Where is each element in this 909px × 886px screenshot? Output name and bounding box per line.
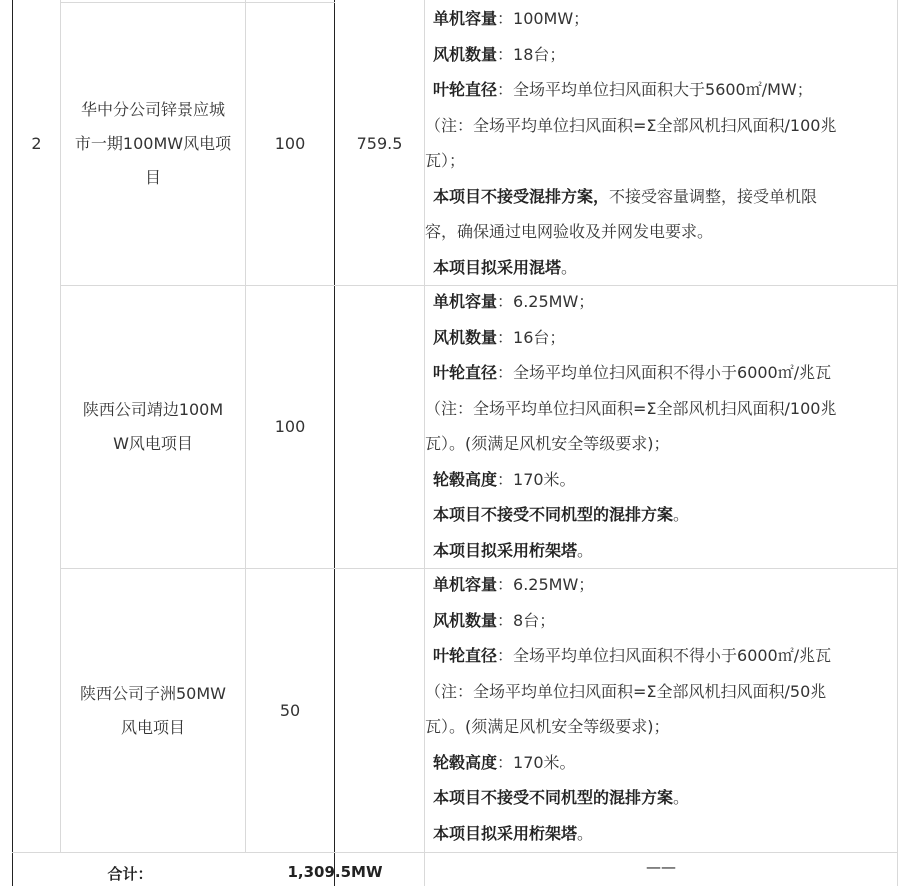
requirement-line — [425, 356, 897, 390]
total-label: 合计： — [107, 865, 153, 883]
requirement-text: 。 — [673, 788, 690, 807]
requirements-cell — [425, 566, 897, 852]
project-name-line: 风电项目 — [120, 717, 185, 737]
total-note: —— — [646, 858, 676, 876]
requirement-key: 本项目不接受不同机型的混排方案 — [433, 788, 674, 807]
requirement-key: 叶轮直径 — [433, 363, 498, 382]
requirement-key: 轮毂高度 — [433, 752, 498, 772]
requirement-key: 风机数量 — [433, 327, 498, 347]
requirement-key: 本项目拟采用混塔 — [433, 257, 562, 277]
requirement-line — [425, 675, 897, 709]
project-name-line: 华中分公司锌景应城 — [80, 100, 225, 119]
requirement-key: 本项目不接受不同机型的混排方案 — [433, 505, 674, 524]
requirement-text: ：170米。 — [497, 752, 576, 772]
project-name-line: 陕西公司靖边100M — [82, 400, 224, 419]
requirement-text: ：8台； — [497, 610, 556, 630]
project-name-line: 市一期100MW风电项 — [74, 134, 232, 153]
requirement-line — [425, 109, 897, 143]
requirement-line — [425, 781, 897, 815]
requirement-text: ：全场平均单位扫风面积不得小于6000㎡/兆瓦 — [497, 363, 832, 382]
project-capacity: 100 — [274, 134, 306, 153]
project-name-line: W风电项目 — [113, 434, 193, 453]
requirement-text: ：6.25MW； — [497, 575, 595, 594]
requirement-key: 风机数量 — [433, 44, 498, 64]
requirement-line — [425, 568, 897, 602]
requirement-text: ：6.25MW； — [497, 292, 595, 311]
requirement-line — [425, 251, 897, 285]
project-capacity: 50 — [279, 700, 301, 720]
requirement-key: 本项目拟采用桁架塔 — [433, 823, 578, 843]
requirement-line — [425, 463, 897, 497]
requirement-text: ：全场平均单位扫风面积大于5600㎡/MW； — [497, 80, 813, 99]
requirement-text: ：18台； — [497, 44, 566, 64]
requirement-line — [425, 38, 897, 72]
requirement-line — [425, 180, 897, 214]
project-name-line: 目 — [144, 168, 161, 187]
requirement-line — [425, 710, 897, 744]
requirements-cell — [425, 283, 897, 568]
requirement-text: 。 — [561, 257, 578, 277]
requirement-line — [425, 392, 897, 426]
project-name — [61, 3, 245, 285]
group-capacity: 759.5 — [356, 134, 403, 153]
requirement-line — [425, 427, 897, 461]
requirement-key: 单机容量 — [433, 292, 498, 311]
requirement-line — [425, 498, 897, 532]
group-number: 2 — [31, 134, 42, 153]
project-name-line: 陕西公司子洲50MW — [80, 683, 226, 703]
requirement-text: 瓦）； — [425, 151, 466, 170]
requirement-text: ：16台； — [497, 327, 566, 347]
requirement-line — [425, 144, 897, 178]
requirement-text: 。 — [577, 540, 594, 560]
requirement-key: 风机数量 — [433, 610, 498, 630]
requirement-text: 。 — [673, 505, 690, 524]
requirement-line — [425, 817, 897, 851]
requirement-text: （注：全场平均单位扫风面积=Σ全部风机扫风面积/100兆 — [425, 115, 837, 135]
requirement-line — [425, 215, 897, 249]
requirement-line — [425, 321, 897, 355]
requirement-key: 单机容量 — [433, 9, 498, 28]
requirement-text: 瓦）。(须满足风机安全等级要求)； — [425, 717, 670, 736]
row-divider-total — [12, 852, 898, 853]
requirement-key: 本项目拟采用桁架塔 — [433, 540, 578, 560]
requirement-key: 轮毂高度 — [433, 469, 498, 489]
requirement-key: 单机容量 — [433, 575, 498, 594]
requirement-line — [425, 285, 897, 319]
requirement-text: （注：全场平均单位扫风面积=Σ全部风机扫风面积/50兆 — [425, 681, 827, 701]
requirement-text: （注：全场平均单位扫风面积=Σ全部风机扫风面积/100兆 — [425, 398, 837, 418]
requirement-line — [425, 604, 897, 638]
requirement-line — [425, 746, 897, 780]
requirement-text: 。 — [577, 823, 594, 843]
requirement-text: 瓦）。(须满足风机安全等级要求)； — [425, 434, 670, 453]
requirement-key: 叶轮直径 — [433, 646, 498, 665]
requirement-text: 容，确保通过电网验收及并网发电要求。 — [425, 222, 714, 241]
project-name — [61, 569, 245, 852]
requirements-cell — [425, 0, 897, 285]
total-value: 1,309.5MW — [287, 863, 383, 881]
requirement-line — [425, 639, 897, 673]
requirement-key: 叶轮直径 — [433, 80, 498, 99]
requirement-line — [425, 73, 897, 107]
table-border-right — [897, 0, 898, 886]
requirement-key: 本项目不接受混排方案， — [433, 186, 610, 206]
project-name — [61, 286, 245, 568]
requirement-text: ：100MW； — [497, 9, 590, 28]
requirement-line — [425, 2, 897, 36]
requirement-text: ：全场平均单位扫风面积不得小于6000㎡/兆瓦 — [497, 646, 832, 665]
requirement-line — [425, 534, 897, 568]
project-capacity: 100 — [274, 417, 306, 436]
requirement-text: ：170米。 — [497, 469, 576, 489]
requirement-text: 不接受容量调整，接受单机限 — [609, 186, 818, 206]
